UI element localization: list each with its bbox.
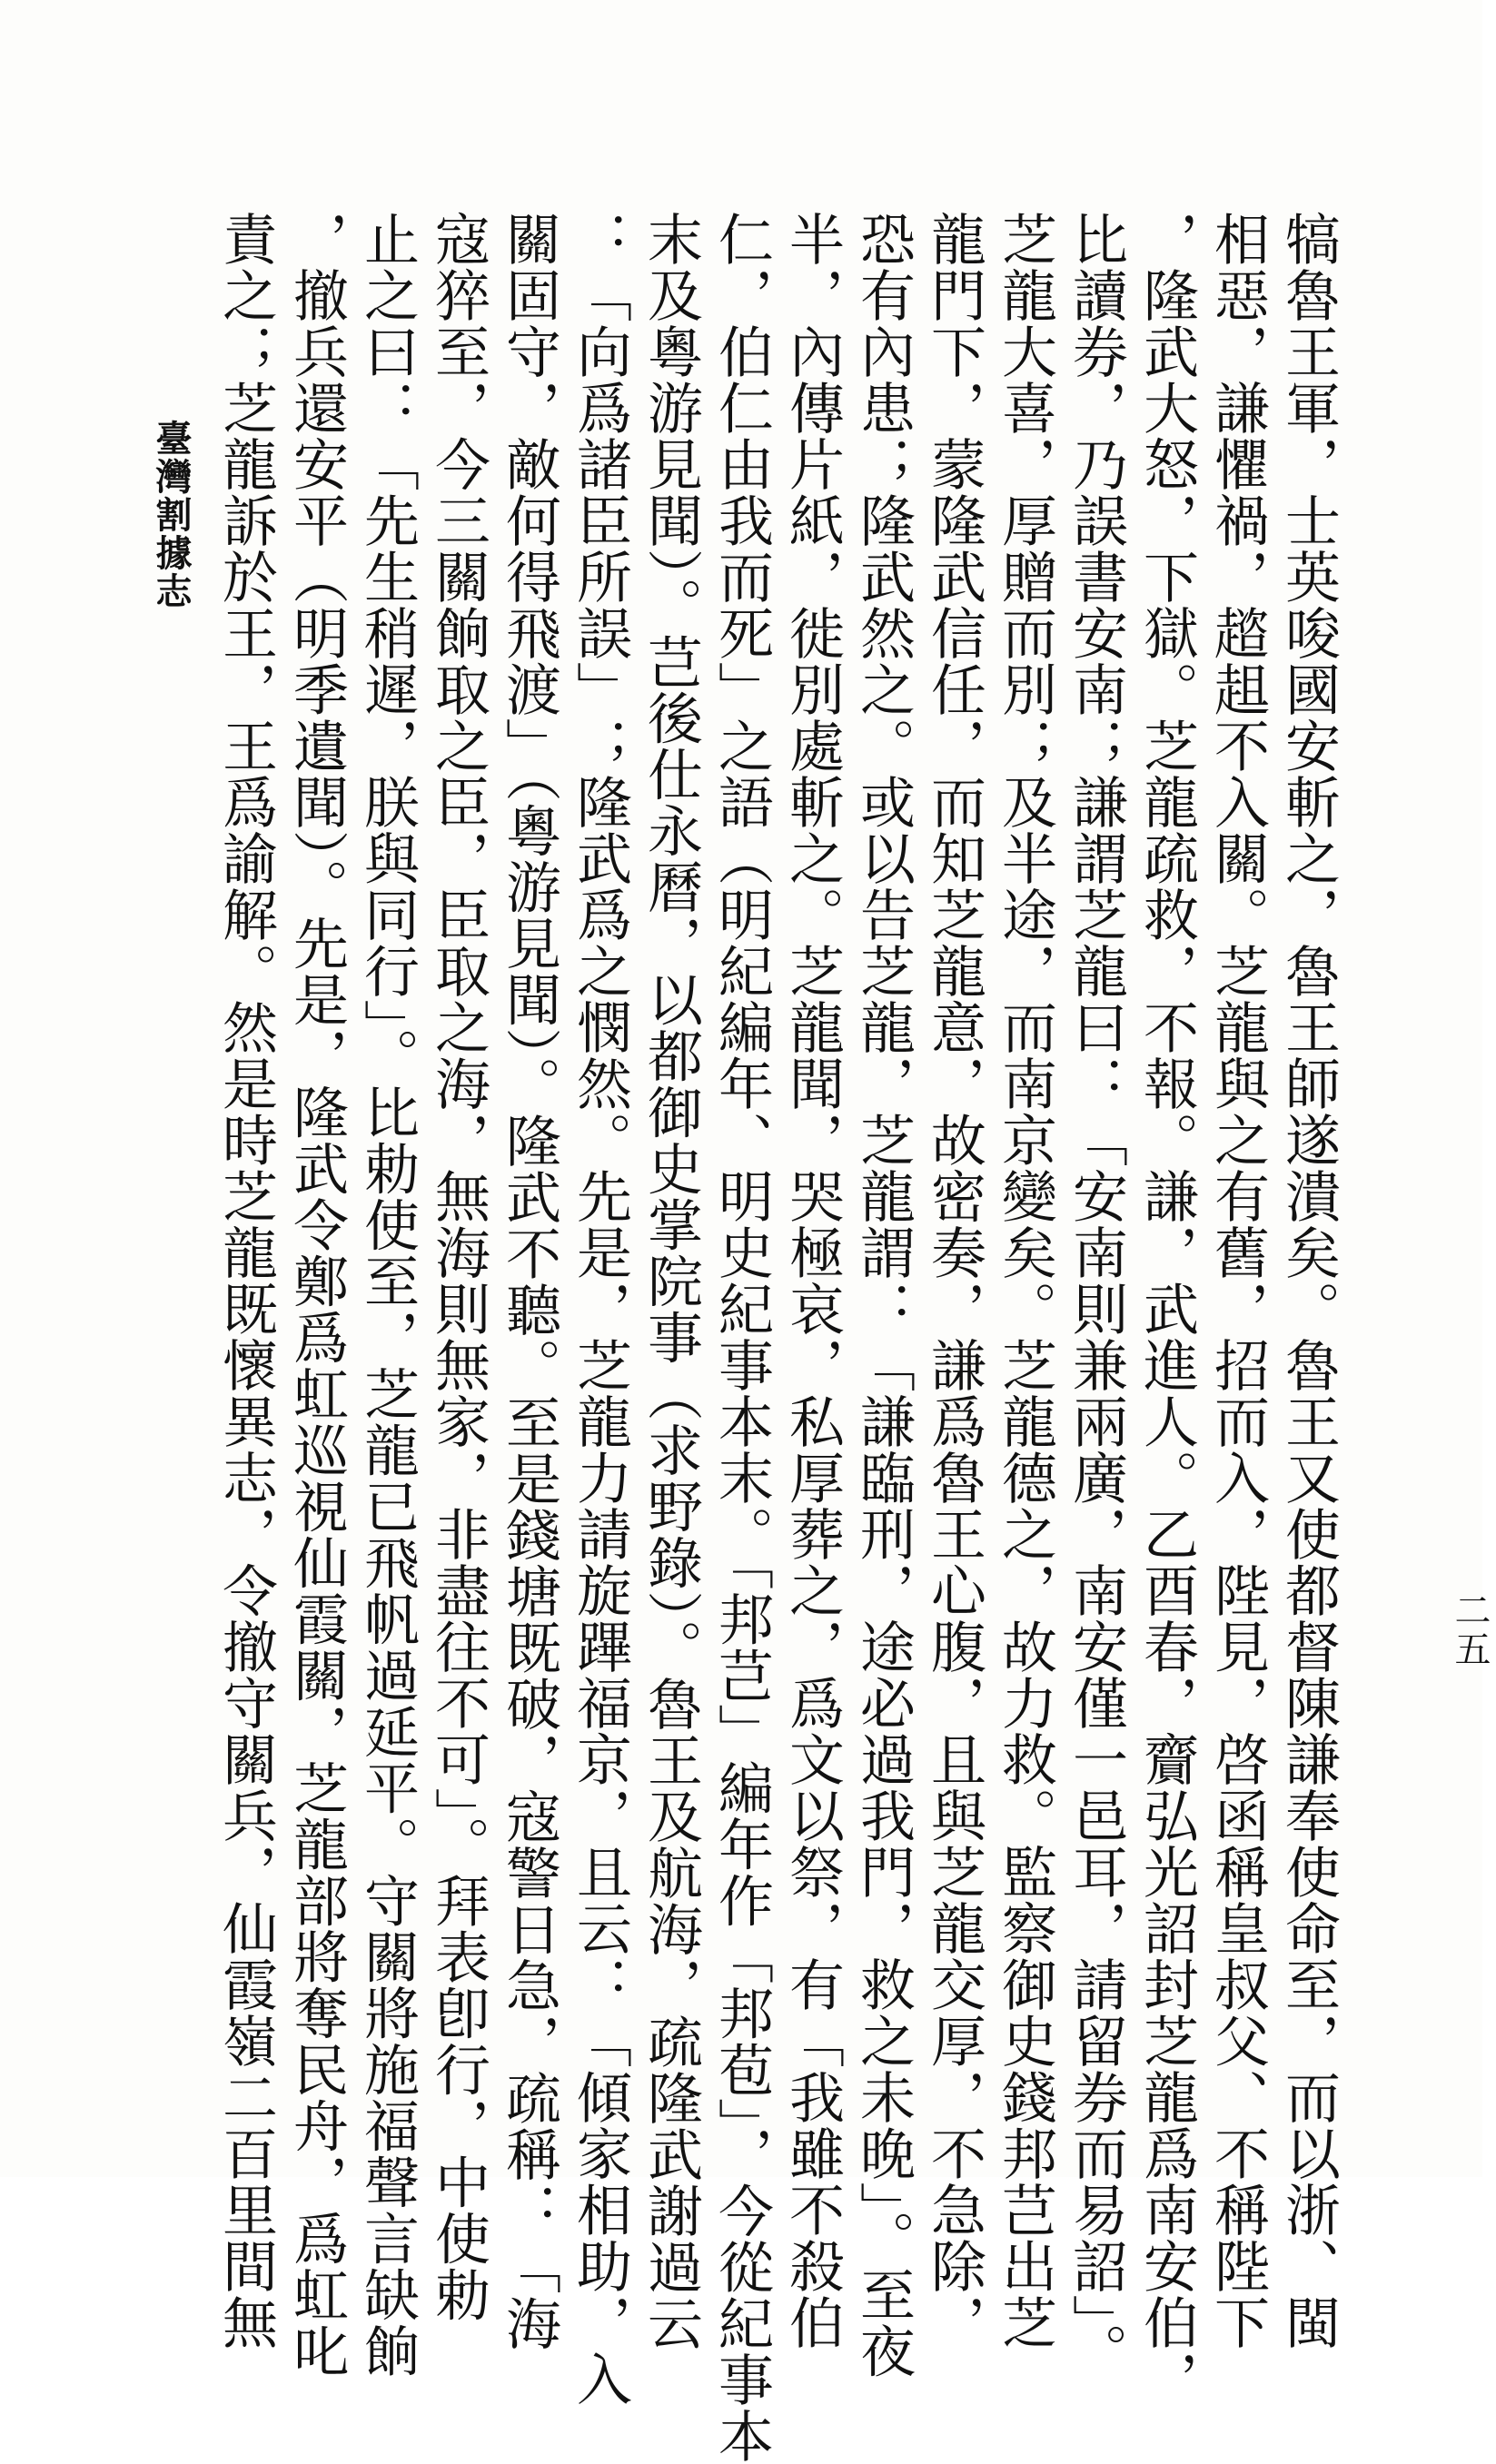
- text-column-16: 責之；芝龍訴於王，王爲諭解。然是時芝龍既懷異志，令撤守關兵，仙霞嶺二百里間無: [213, 211, 278, 2350]
- text-column-11: ：「向爲諸臣所誤」；隆武爲之憫然。先是，芝龍力請旋蹕福京，且云：「傾家相助，入: [568, 211, 632, 2407]
- page-number: 二五: [1449, 1591, 1491, 1669]
- text-column-7: 恐有內患；隆武然之。或以告芝龍，芝龍謂：「謙臨刑，途必過我門，救之未晚」。至夜: [851, 211, 916, 2380]
- running-title: 臺灣割據志: [150, 420, 193, 610]
- text-column-3: ，隆武大怒，下獄。芝龍疏救，不報。謙，武進人。乙酉春，齎弘光詔封芝龍爲南安伯，: [1134, 211, 1199, 2407]
- text-column-14: 止之曰：「先生稍遲，朕與同行」。比勅使至，芝龍已飛帆過延平。守關將施福聲言缺餉: [355, 211, 420, 2380]
- text-column-4: 比讀券，乃誤書安南；謙謂芝龍曰：「安南則兼兩廣，南安僅一邑耳，請留券而易詔」。: [1064, 211, 1128, 2380]
- text-column-2: 相惡，謙懼禍，趦趄不入關。芝龍與之有舊，招而入，陛見，啓函稱皇叔父、不稱陛下: [1205, 211, 1270, 2350]
- text-column-8: 半，內傳片紙，徙別處斬之。芝龍聞，哭極哀，私厚葬之，爲文以祭，有「我雖不殺伯: [780, 211, 845, 2350]
- text-column-15: ，撤兵還安平（明季遺聞）。先是，隆武令鄭爲虹巡視仙霞關，芝龍部將奪民舟，爲虹叱: [284, 211, 349, 2380]
- text-column-12: 關固守，敵何得飛渡」（粵游見聞）。隆武不聽。至是錢塘既破，寇警日急，疏稱：「海: [497, 211, 561, 2351]
- text-column-1: 犒魯王軍，士英唆國安斬之，魯王師遂潰矣。魯王又使都督陳謙奉使命至，而以浙、閩: [1276, 211, 1341, 2350]
- text-column-10: 末及粵游見聞）。芑後仕永曆，以都御史掌院事（求野錄）。魯王及航海，疏隆武謝過云: [639, 211, 703, 2351]
- body-text: [213, 211, 1341, 2464]
- text-column-9: 仁，伯仁由我而死」之語（明紀編年、明史紀事本末。「邦芑」編年作「邦苞」，今從紀事本: [709, 211, 774, 2464]
- text-column-6: 龍門下，蒙隆武信任，而知芝龍意，故密奏，謙爲魯王心腹，且與芝龍交厚，不急除，: [922, 211, 986, 2350]
- text-column-5: 芝龍大喜，厚贈而別；及半途，而南京變矣。芝龍德之，故力救。監察御史錢邦芑出芝: [993, 211, 1057, 2350]
- text-column-13: 寇猝至，今三關餉取之臣，臣取之海，無海則無家，非盡往不可」。拜表卽行，中使勅: [426, 211, 490, 2323]
